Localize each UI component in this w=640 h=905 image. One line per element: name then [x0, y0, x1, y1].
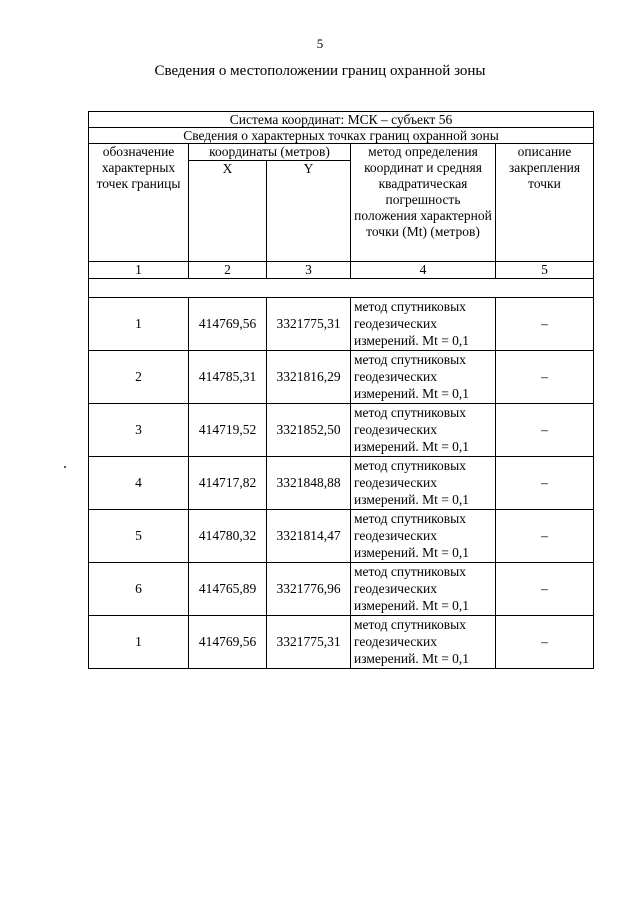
header-x: X [189, 161, 267, 262]
table-row [89, 404, 594, 457]
method-cell: метод спутниковых геодезических измерений. Mt = 0,1 [351, 298, 496, 351]
boundary-points-table [88, 111, 594, 669]
table-row [89, 563, 594, 616]
coordinate-x: 414717,82 [189, 457, 267, 510]
coordinate-x: 414765,89 [189, 563, 267, 616]
point-number: 2 [89, 351, 189, 404]
header-method: метод определения координат и средняя квадратическая погрешность положения характерной точки (Mt) (метров) [351, 144, 496, 262]
method-cell: метод спутниковых геодезических измерений. Mt = 0,1 [351, 351, 496, 404]
coordinate-y: 3321816,29 [267, 351, 351, 404]
point-number: 3 [89, 404, 189, 457]
header-y: Y [267, 161, 351, 262]
description-cell: – [496, 404, 594, 457]
coordinate-y: 3321848,88 [267, 457, 351, 510]
coordinate-y: 3321775,31 [267, 298, 351, 351]
coordinate-y: 3321776,96 [267, 563, 351, 616]
empty-row [89, 279, 594, 298]
table-row [89, 298, 594, 351]
table-row [89, 616, 594, 669]
method-cell: метод спутниковых геодезических измерений. Mt = 0,1 [351, 510, 496, 563]
coordinate-system-header: Система координат: МСК – субъект 56 [89, 112, 594, 128]
point-number: 6 [89, 563, 189, 616]
coordinate-y: 3321814,47 [267, 510, 351, 563]
method-cell: метод спутниковых геодезических измерений. Mt = 0,1 [351, 457, 496, 510]
point-number: 5 [89, 510, 189, 563]
column-number: 2 [189, 262, 267, 279]
point-number: 4 [89, 457, 189, 510]
coordinate-x: 414780,32 [189, 510, 267, 563]
coordinate-y: 3321775,31 [267, 616, 351, 669]
description-cell: – [496, 563, 594, 616]
document-title: Сведения о местоположении границ охранной зоны [154, 63, 486, 79]
table-row [89, 510, 594, 563]
coordinate-x: 414719,52 [189, 404, 267, 457]
description-cell: – [496, 351, 594, 404]
method-cell: метод спутниковых геодезических измерений. Mt = 0,1 [351, 563, 496, 616]
column-number: 1 [89, 262, 189, 279]
column-number: 3 [267, 262, 351, 279]
page-number: 5 [316, 36, 324, 51]
description-cell: – [496, 616, 594, 669]
description-cell: – [496, 510, 594, 563]
table-row [89, 457, 594, 510]
header-description: описание закрепления точки [496, 144, 594, 262]
column-number: 4 [351, 262, 496, 279]
header-coordinates: координаты (метров) [189, 144, 351, 161]
point-number: 1 [89, 298, 189, 351]
coordinate-x: 414785,31 [189, 351, 267, 404]
table-subtitle: Сведения о характерных точках границ охранной зоны [89, 128, 594, 144]
coordinate-x: 414769,56 [189, 298, 267, 351]
description-cell: – [496, 298, 594, 351]
description-cell: – [496, 457, 594, 510]
method-cell: метод спутниковых геодезических измерений. Mt = 0,1 [351, 616, 496, 669]
point-number: 1 [89, 616, 189, 669]
method-cell: метод спутниковых геодезических измерений. Mt = 0,1 [351, 404, 496, 457]
header-designation: обозначение характерных точек границы [89, 144, 189, 262]
column-number: 5 [496, 262, 594, 279]
coordinate-y: 3321852,50 [267, 404, 351, 457]
coordinate-x: 414769,56 [189, 616, 267, 669]
table-row [89, 351, 594, 404]
scan-speck [64, 466, 66, 468]
